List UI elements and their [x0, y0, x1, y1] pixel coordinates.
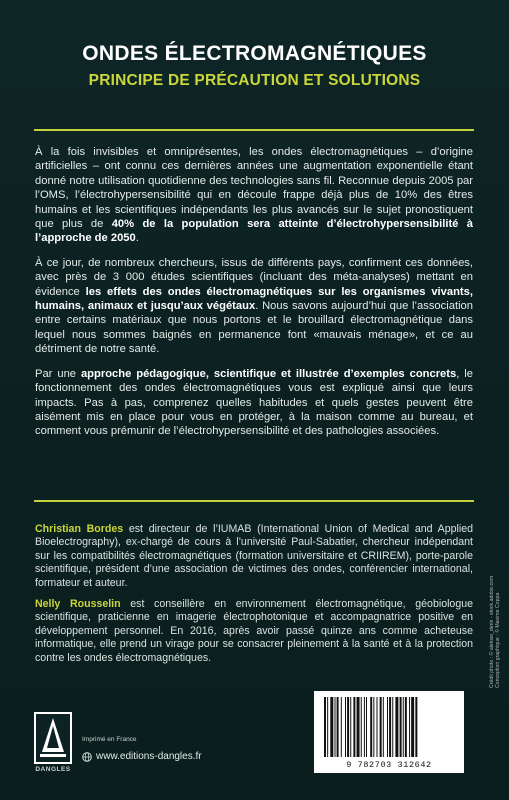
divider-bottom	[34, 500, 474, 502]
barcode-bar	[335, 697, 336, 757]
book-subtitle: PRINCIPE DE PRÉCAUTION ET SOLUTIONS	[88, 72, 421, 89]
barcode-bar	[366, 697, 367, 757]
barcode-bar	[350, 697, 351, 757]
publisher-logo-label: DANGLES	[35, 766, 71, 773]
author-bio-1: Christian Bordes est directeur de l’IUMAB (International Union of Medical and Applied Bioelectrography), ex-chargé de cours à l’université Paul-Sabatier, chercheur indépendant sur les compatibilités électromagnétiques (formation universitaire et CRIIREM), porte-parole scientifique, président d’une association de victimes des ondes, conférencier international, formateur et auteur.	[35, 523, 474, 589]
printed-in-label: Imprimé en France	[82, 736, 137, 743]
barcode-bar	[392, 697, 393, 757]
author-bio-2: Nelly Rousselin est conseillère en environnement électromagnétique, géobiologue scientifique, praticienne en imagerie électrophotonique et accompagnatrice positive en développement personnel. En 2016, après avoir passé quinze ans comme acheteuse informatique, elle prend un virage pour se consacrer pleinement à la santé et à la protection contre les ondes électromagnétiques.	[35, 598, 474, 664]
barcode-bar	[415, 697, 417, 757]
author-name-2: Nelly Rousselin	[35, 598, 121, 611]
barcode-bar	[380, 697, 382, 757]
barcode-bar	[373, 697, 374, 757]
barcode-bar	[353, 697, 355, 757]
barcode-bar	[383, 697, 384, 757]
author-name-1: Christian Bordes	[35, 523, 124, 535]
blurb-paragraph-3: Par une approche pédagogique, scientifique et illustrée d’exemples concrets, le fonctionnement des ondes électromagnétiques vous est expliqué ainsi que leurs impacts. Pas à pas, comprenez quelles habitudes et quels gestes peuvent être aisément mis en place pour vous en protéger, à la maison comme au bureau, et comment vous prémunir de l’électrohypersensibilité et des pathologies associées.	[35, 367, 473, 438]
isbn-barcode	[314, 691, 464, 773]
book-title: ONDES ÉLECTROMAGNÉTIQUES	[82, 42, 427, 65]
barcode-bar	[395, 697, 398, 757]
barcode-bar	[327, 697, 328, 757]
globe-icon	[82, 752, 92, 762]
barcode-bar	[387, 697, 388, 757]
barcode-bar	[345, 697, 346, 757]
publisher-website: www.editions-dangles.fr	[96, 751, 202, 762]
barcode-bar	[400, 697, 402, 757]
barcode-bar	[357, 697, 360, 757]
barcode-bar	[361, 697, 362, 757]
isbn-number: 9 782703 312642	[346, 760, 432, 770]
blurb-paragraph-1: À la fois invisibles et omniprésentes, les ondes électromagnétiques – d’origine artificielles – ont connu ces dernières années une augmentation exponentielle étant donné notre utilisation quotidienne des technologies sans fil. Reconnue depuis 2005 par l’OMS, l’électrohypersensibilité qui en découle frappe déjà plus de 10% des êtres humains et les scientifiques indépendants les plus avancés sur le sujet pronostiquent que plus de 40% de la population sera atteinte d’électrohypersensibilité à l’approche de 2050.	[35, 146, 473, 245]
author-bios	[35, 523, 473, 673]
blurb-paragraph-2: À ce jour, de nombreux chercheurs, issus de différents pays, confirment ces données, avec près de 3 000 études scientifiques (incluant des méta-analyses) mettant en évidence les effets des ondes électromagnétiques sur les organismes vivants, humains, animaux et jusqu’aux végétaux. Nous savons aujourd’hui que l’association entre certains matériaux que nous portons et le brouillard électromagnétique dans lequel nous sommes baignés en permanence font «mauvais ménage», et ce au détriment de notre santé.	[35, 256, 473, 356]
barcode-bar	[409, 697, 410, 757]
blurb	[35, 145, 473, 449]
barcode-bars	[322, 697, 456, 757]
divider-top	[34, 129, 474, 131]
publisher-logo-icon	[34, 712, 72, 764]
barcode-bar	[377, 697, 378, 757]
barcode-bar	[337, 697, 339, 757]
barcode-bar	[324, 697, 326, 757]
barcode-bar	[341, 697, 342, 757]
barcode-bar	[411, 697, 414, 757]
barcode-bar	[389, 697, 391, 757]
barcode-bar	[347, 697, 349, 757]
barcode-bar	[403, 697, 404, 757]
barcode-bar	[370, 697, 372, 757]
barcode-bar	[330, 697, 333, 757]
barcode-bar	[364, 697, 365, 757]
photo-credit: Crédit photo : © aleksei_derin - stock.adobe.com Conception graphique : © Maxime Coppa	[489, 575, 502, 688]
barcode-bar	[405, 697, 407, 757]
